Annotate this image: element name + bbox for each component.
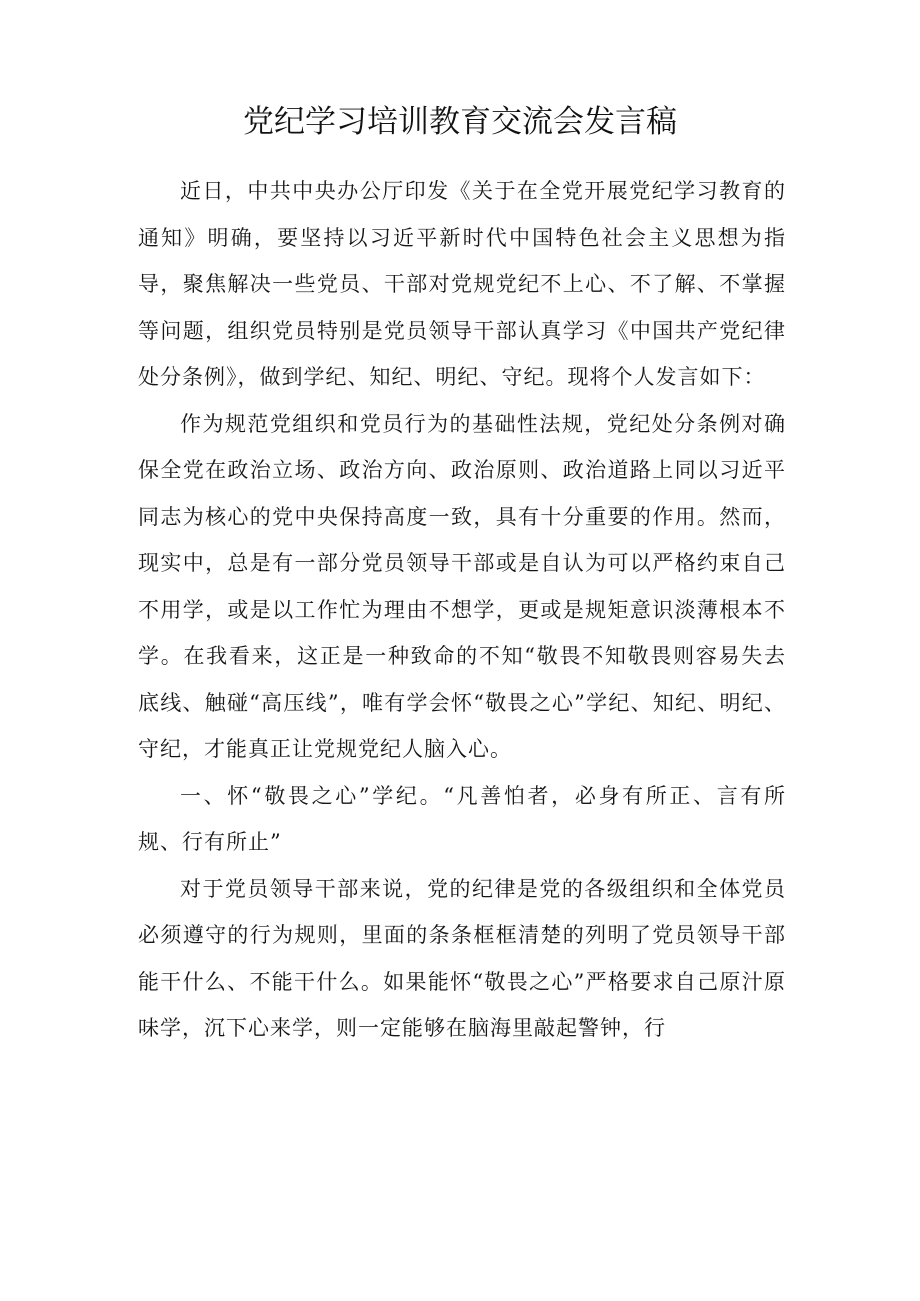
paragraph-section-1: 对于党员领导干部来说，党的纪律是党的各级组织和全体党员必须遵守的行为规则，里面的条条框框清楚的列明了党员领导干部能干什么、不能干什么。如果能怀“敬畏之心”严格要求自己原汁原味学，沉下心来学，则一定能够在脑海里敲起警钟，行 — [138, 876, 786, 1040]
document-body — [138, 168, 786, 1052]
document-title: 党纪学习培训教育交流会发言稿 — [243, 104, 677, 140]
section-heading-1: 一、怀“敬畏之心”学纪。“凡善怕者，必身有所正、言有所规、行有所止” — [138, 783, 786, 854]
paragraph-background: 作为规范党组织和党员行为的基础性法规，党纪处分条例对确保全党在政治立场、政治方向、政治原则、政治道路上同以习近平同志为核心的党中央保持高度一致，具有十分重要的作用。然而，现实中，总是有一部分党员领导干部或是自认为可以严格约束自己不用学，或是以工作忙为理由不想学，更或是规矩意识淡薄根本不学。在我看来，这正是一种致命的不知“敬畏不知敬畏则容易失去底线、触碰“高压线”，唯有学会怀“敬畏之心”学纪、知纪、明纪、守纪，才能真正让党规党纪人脑入心。 — [138, 411, 786, 761]
paragraph-intro: 近日，中共中央办公厅印发《关于在全党开展党纪学习教育的通知》明确，要坚持以习近平新时代中国特色社会主义思想为指导，聚焦解决一些党员、干部对党规党纪不上心、不了解、不掌握等问题，组织党员特别是党员领导干部认真学习《中国共产党纪律处分条例》，做到学纪、知纪、明纪、守纪。现将个人发言如下： — [138, 179, 786, 389]
